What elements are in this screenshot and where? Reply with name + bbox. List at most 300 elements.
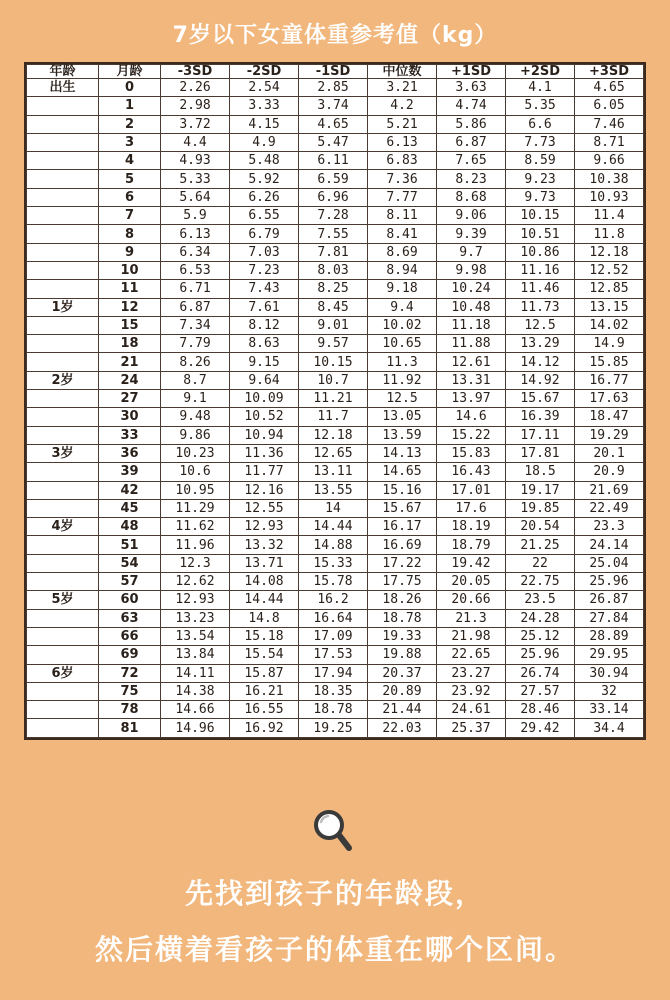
weight-value-cell: 7.55 xyxy=(299,225,368,243)
weight-value-cell: 5.35 xyxy=(506,97,575,115)
table-row xyxy=(27,170,644,188)
weight-value-cell: 9.01 xyxy=(299,316,368,334)
month-cell: 36 xyxy=(99,444,161,462)
weight-value-cell: 18.78 xyxy=(368,609,437,627)
weight-value-cell: 10.95 xyxy=(161,481,230,499)
weight-value-cell: 14.44 xyxy=(230,591,299,609)
weight-value-cell: 29.42 xyxy=(506,719,575,738)
table-row xyxy=(27,518,644,536)
weight-value-cell: 8.7 xyxy=(161,371,230,389)
weight-value-cell: 11.62 xyxy=(161,518,230,536)
table-row xyxy=(27,390,644,408)
age-cell xyxy=(27,573,99,591)
weight-value-cell: 16.69 xyxy=(368,536,437,554)
table-row xyxy=(27,609,644,627)
weight-value-cell: 7.43 xyxy=(230,280,299,298)
weight-value-cell: 14.12 xyxy=(506,353,575,371)
age-cell xyxy=(27,646,99,664)
weight-value-cell: 12.16 xyxy=(230,481,299,499)
weight-value-cell: 3.72 xyxy=(161,115,230,133)
table-row xyxy=(27,335,644,353)
weight-value-cell: 6.53 xyxy=(161,261,230,279)
header-plus3sd: +3SD xyxy=(575,65,644,79)
weight-value-cell: 10.38 xyxy=(575,170,644,188)
weight-value-cell: 11.77 xyxy=(230,463,299,481)
table-row xyxy=(27,79,644,97)
table-row xyxy=(27,573,644,591)
age-cell xyxy=(27,280,99,298)
header-plus1sd: +1SD xyxy=(437,65,506,79)
weight-value-cell: 8.03 xyxy=(299,261,368,279)
weight-value-cell: 3.74 xyxy=(299,97,368,115)
table-row xyxy=(27,408,644,426)
month-cell: 9 xyxy=(99,243,161,261)
age-cell xyxy=(27,499,99,517)
age-cell xyxy=(27,188,99,206)
weight-value-cell: 20.66 xyxy=(437,591,506,609)
weight-value-cell: 9.57 xyxy=(299,335,368,353)
weight-value-cell: 17.75 xyxy=(368,573,437,591)
weight-value-cell: 28.46 xyxy=(506,701,575,719)
weight-value-cell: 10.15 xyxy=(506,207,575,225)
weight-value-cell: 6.71 xyxy=(161,280,230,298)
weight-value-cell: 22.75 xyxy=(506,573,575,591)
month-cell: 45 xyxy=(99,499,161,517)
weight-value-cell: 11.7 xyxy=(299,408,368,426)
weight-value-cell: 15.54 xyxy=(230,646,299,664)
weight-value-cell: 12.85 xyxy=(575,280,644,298)
weight-value-cell: 25.96 xyxy=(575,573,644,591)
age-cell: 4岁 xyxy=(27,518,99,536)
weight-value-cell: 21.98 xyxy=(437,627,506,645)
weight-value-cell: 9.66 xyxy=(575,152,644,170)
weight-value-cell: 27.57 xyxy=(506,682,575,700)
weight-value-cell: 20.54 xyxy=(506,518,575,536)
month-cell: 21 xyxy=(99,353,161,371)
age-cell xyxy=(27,115,99,133)
weight-value-cell: 10.7 xyxy=(299,371,368,389)
weight-value-cell: 2.54 xyxy=(230,79,299,97)
weight-value-cell: 13.23 xyxy=(161,609,230,627)
weight-value-cell: 13.71 xyxy=(230,554,299,572)
table-row xyxy=(27,554,644,572)
weight-value-cell: 14.6 xyxy=(437,408,506,426)
weight-value-cell: 7.65 xyxy=(437,152,506,170)
weight-value-cell: 14.88 xyxy=(299,536,368,554)
instruction-line-2: 然后横着看孩子的体重在哪个区间。 xyxy=(94,933,575,966)
month-cell: 2 xyxy=(99,115,161,133)
weight-value-cell: 11.3 xyxy=(368,353,437,371)
month-cell: 24 xyxy=(99,371,161,389)
weight-value-cell: 8.71 xyxy=(575,133,644,151)
weight-value-cell: 14.92 xyxy=(506,371,575,389)
month-cell: 6 xyxy=(99,188,161,206)
weight-value-cell: 12.18 xyxy=(575,243,644,261)
weight-value-cell: 16.17 xyxy=(368,518,437,536)
table-row xyxy=(27,207,644,225)
weight-value-cell: 9.23 xyxy=(506,170,575,188)
month-cell: 10 xyxy=(99,261,161,279)
weight-value-cell: 16.21 xyxy=(230,682,299,700)
weight-value-cell: 20.89 xyxy=(368,682,437,700)
weight-value-cell: 11.92 xyxy=(368,371,437,389)
weight-value-cell: 9.39 xyxy=(437,225,506,243)
weight-value-cell: 10.09 xyxy=(230,390,299,408)
weight-value-cell: 16.55 xyxy=(230,701,299,719)
weight-value-cell: 12.62 xyxy=(161,573,230,591)
weight-value-cell: 11.46 xyxy=(506,280,575,298)
table-header-row xyxy=(27,65,644,79)
weight-value-cell: 8.41 xyxy=(368,225,437,243)
weight-value-cell: 11.36 xyxy=(230,444,299,462)
weight-value-cell: 13.11 xyxy=(299,463,368,481)
age-cell: 3岁 xyxy=(27,444,99,462)
weight-value-cell: 11.73 xyxy=(506,298,575,316)
weight-value-cell: 11.29 xyxy=(161,499,230,517)
age-cell xyxy=(27,335,99,353)
weight-value-cell: 17.81 xyxy=(506,444,575,462)
weight-value-cell: 13.84 xyxy=(161,646,230,664)
month-cell: 30 xyxy=(99,408,161,426)
weight-value-cell: 4.65 xyxy=(575,79,644,97)
table-row xyxy=(27,353,644,371)
table-row xyxy=(27,188,644,206)
month-cell: 0 xyxy=(99,79,161,97)
age-cell xyxy=(27,243,99,261)
instruction-line-1: 先找到孩子的年龄段， xyxy=(184,877,485,910)
weight-value-cell: 19.33 xyxy=(368,627,437,645)
table-row xyxy=(27,444,644,462)
age-cell xyxy=(27,719,99,738)
weight-value-cell: 6.87 xyxy=(161,298,230,316)
weight-reference-table-container xyxy=(24,62,646,740)
weight-value-cell: 12.61 xyxy=(437,353,506,371)
weight-value-cell: 9.98 xyxy=(437,261,506,279)
month-cell: 57 xyxy=(99,573,161,591)
age-cell xyxy=(27,316,99,334)
weight-value-cell: 15.87 xyxy=(230,664,299,682)
weight-value-cell: 13.97 xyxy=(437,390,506,408)
weight-value-cell: 5.33 xyxy=(161,170,230,188)
age-cell: 2岁 xyxy=(27,371,99,389)
month-cell: 11 xyxy=(99,280,161,298)
weight-value-cell: 11.16 xyxy=(506,261,575,279)
table-row xyxy=(27,225,644,243)
age-cell xyxy=(27,701,99,719)
weight-value-cell: 7.77 xyxy=(368,188,437,206)
weight-value-cell: 12.5 xyxy=(368,390,437,408)
table-row xyxy=(27,481,644,499)
weight-value-cell: 5.47 xyxy=(299,133,368,151)
weight-value-cell: 6.83 xyxy=(368,152,437,170)
weight-value-cell: 15.67 xyxy=(368,499,437,517)
weight-value-cell: 25.37 xyxy=(437,719,506,738)
weight-value-cell: 16.92 xyxy=(230,719,299,738)
month-cell: 75 xyxy=(99,682,161,700)
weight-value-cell: 5.21 xyxy=(368,115,437,133)
age-cell xyxy=(27,426,99,444)
weight-value-cell: 6.13 xyxy=(368,133,437,151)
table-row xyxy=(27,371,644,389)
month-cell: 78 xyxy=(99,701,161,719)
weight-value-cell: 9.1 xyxy=(161,390,230,408)
header-month: 月龄 xyxy=(99,65,161,79)
weight-value-cell: 21.69 xyxy=(575,481,644,499)
weight-value-cell: 18.35 xyxy=(299,682,368,700)
weight-value-cell: 14.44 xyxy=(299,518,368,536)
weight-value-cell: 14.08 xyxy=(230,573,299,591)
weight-value-cell: 16.77 xyxy=(575,371,644,389)
weight-value-cell: 7.03 xyxy=(230,243,299,261)
age-cell xyxy=(27,133,99,151)
weight-value-cell: 8.11 xyxy=(368,207,437,225)
weight-value-cell: 9.48 xyxy=(161,408,230,426)
weight-value-cell: 14.66 xyxy=(161,701,230,719)
weight-value-cell: 17.6 xyxy=(437,499,506,517)
weight-value-cell: 17.11 xyxy=(506,426,575,444)
weight-value-cell: 3.21 xyxy=(368,79,437,97)
age-cell xyxy=(27,261,99,279)
weight-value-cell: 23.27 xyxy=(437,664,506,682)
age-cell xyxy=(27,97,99,115)
weight-value-cell: 34.4 xyxy=(575,719,644,738)
weight-value-cell: 12.93 xyxy=(230,518,299,536)
weight-value-cell: 15.22 xyxy=(437,426,506,444)
weight-value-cell: 4.4 xyxy=(161,133,230,151)
weight-value-cell: 20.9 xyxy=(575,463,644,481)
weight-value-cell: 19.42 xyxy=(437,554,506,572)
weight-value-cell: 23.3 xyxy=(575,518,644,536)
weight-value-cell: 7.36 xyxy=(368,170,437,188)
weight-value-cell: 21.25 xyxy=(506,536,575,554)
weight-value-cell: 13.31 xyxy=(437,371,506,389)
weight-value-cell: 6.96 xyxy=(299,188,368,206)
weight-value-cell: 19.85 xyxy=(506,499,575,517)
weight-value-cell: 11.21 xyxy=(299,390,368,408)
weight-value-cell: 4.74 xyxy=(437,97,506,115)
weight-value-cell: 10.94 xyxy=(230,426,299,444)
age-cell xyxy=(27,170,99,188)
weight-value-cell: 14.9 xyxy=(575,335,644,353)
weight-value-cell: 9.06 xyxy=(437,207,506,225)
weight-value-cell: 25.04 xyxy=(575,554,644,572)
weight-value-cell: 18.79 xyxy=(437,536,506,554)
weight-value-cell: 4.9 xyxy=(230,133,299,151)
weight-value-cell: 26.74 xyxy=(506,664,575,682)
weight-value-cell: 12.93 xyxy=(161,591,230,609)
weight-value-cell: 12.18 xyxy=(299,426,368,444)
header-age: 年龄 xyxy=(27,65,99,79)
weight-value-cell: 26.87 xyxy=(575,591,644,609)
weight-value-cell: 8.63 xyxy=(230,335,299,353)
weight-value-cell: 5.86 xyxy=(437,115,506,133)
weight-value-cell: 2.98 xyxy=(161,97,230,115)
weight-value-cell: 9.15 xyxy=(230,353,299,371)
weight-value-cell: 17.22 xyxy=(368,554,437,572)
weight-value-cell: 32 xyxy=(575,682,644,700)
weight-value-cell: 13.15 xyxy=(575,298,644,316)
month-cell: 69 xyxy=(99,646,161,664)
weight-value-cell: 6.05 xyxy=(575,97,644,115)
month-cell: 39 xyxy=(99,463,161,481)
weight-value-cell: 4.65 xyxy=(299,115,368,133)
weight-value-cell: 20.1 xyxy=(575,444,644,462)
weight-value-cell: 12.5 xyxy=(506,316,575,334)
weight-value-cell: 10.48 xyxy=(437,298,506,316)
weight-value-cell: 13.32 xyxy=(230,536,299,554)
weight-value-cell: 29.95 xyxy=(575,646,644,664)
weight-value-cell: 22 xyxy=(506,554,575,572)
weight-value-cell: 17.63 xyxy=(575,390,644,408)
weight-value-cell: 2.85 xyxy=(299,79,368,97)
weight-value-cell: 10.6 xyxy=(161,463,230,481)
weight-value-cell: 14 xyxy=(299,499,368,517)
age-cell xyxy=(27,390,99,408)
weight-value-cell: 17.09 xyxy=(299,627,368,645)
weight-value-cell: 10.51 xyxy=(506,225,575,243)
weight-value-cell: 12.65 xyxy=(299,444,368,462)
table-row xyxy=(27,682,644,700)
weight-value-cell: 8.26 xyxy=(161,353,230,371)
weight-value-cell: 10.02 xyxy=(368,316,437,334)
weight-value-cell: 6.79 xyxy=(230,225,299,243)
weight-value-cell: 9.86 xyxy=(161,426,230,444)
weight-value-cell: 8.59 xyxy=(506,152,575,170)
weight-value-cell: 15.67 xyxy=(506,390,575,408)
weight-value-cell: 8.25 xyxy=(299,280,368,298)
weight-value-cell: 33.14 xyxy=(575,701,644,719)
weight-value-cell: 14.65 xyxy=(368,463,437,481)
weight-value-cell: 15.33 xyxy=(299,554,368,572)
weight-value-cell: 9.18 xyxy=(368,280,437,298)
weight-value-cell: 6.11 xyxy=(299,152,368,170)
month-cell: 66 xyxy=(99,627,161,645)
weight-value-cell: 17.01 xyxy=(437,481,506,499)
weight-value-cell: 22.03 xyxy=(368,719,437,738)
weight-value-cell: 22.49 xyxy=(575,499,644,517)
weight-value-cell: 4.1 xyxy=(506,79,575,97)
month-cell: 4 xyxy=(99,152,161,170)
table-row xyxy=(27,719,644,738)
weight-value-cell: 30.94 xyxy=(575,664,644,682)
magnifier-icon xyxy=(312,808,354,854)
weight-value-cell: 24.14 xyxy=(575,536,644,554)
weight-value-cell: 5.92 xyxy=(230,170,299,188)
month-cell: 15 xyxy=(99,316,161,334)
weight-value-cell: 7.79 xyxy=(161,335,230,353)
month-cell: 1 xyxy=(99,97,161,115)
month-cell: 8 xyxy=(99,225,161,243)
weight-value-cell: 10.65 xyxy=(368,335,437,353)
weight-value-cell: 23.92 xyxy=(437,682,506,700)
weight-value-cell: 2.26 xyxy=(161,79,230,97)
weight-value-cell: 27.84 xyxy=(575,609,644,627)
weight-value-cell: 21.44 xyxy=(368,701,437,719)
month-cell: 27 xyxy=(99,390,161,408)
weight-value-cell: 7.61 xyxy=(230,298,299,316)
weight-value-cell: 15.83 xyxy=(437,444,506,462)
age-cell: 1岁 xyxy=(27,298,99,316)
weight-value-cell: 10.15 xyxy=(299,353,368,371)
month-cell: 33 xyxy=(99,426,161,444)
weight-value-cell: 18.78 xyxy=(299,701,368,719)
weight-value-cell: 24.61 xyxy=(437,701,506,719)
month-cell: 7 xyxy=(99,207,161,225)
weight-value-cell: 6.55 xyxy=(230,207,299,225)
table-row xyxy=(27,701,644,719)
weight-value-cell: 16.2 xyxy=(299,591,368,609)
weight-value-cell: 10.93 xyxy=(575,188,644,206)
weight-value-cell: 15.16 xyxy=(368,481,437,499)
table-row xyxy=(27,115,644,133)
weight-value-cell: 14.13 xyxy=(368,444,437,462)
weight-value-cell: 15.85 xyxy=(575,353,644,371)
weight-value-cell: 14.11 xyxy=(161,664,230,682)
weight-value-cell: 11.8 xyxy=(575,225,644,243)
table-row xyxy=(27,133,644,151)
age-cell xyxy=(27,152,99,170)
weight-value-cell: 18.26 xyxy=(368,591,437,609)
weight-value-cell: 23.5 xyxy=(506,591,575,609)
weight-value-cell: 20.05 xyxy=(437,573,506,591)
weight-value-cell: 6.26 xyxy=(230,188,299,206)
weight-value-cell: 11.96 xyxy=(161,536,230,554)
weight-value-cell: 22.65 xyxy=(437,646,506,664)
month-cell: 18 xyxy=(99,335,161,353)
header-minus3sd: -3SD xyxy=(161,65,230,79)
age-cell xyxy=(27,353,99,371)
table-row xyxy=(27,463,644,481)
weight-value-cell: 16.39 xyxy=(506,408,575,426)
weight-value-cell: 19.25 xyxy=(299,719,368,738)
weight-value-cell: 16.64 xyxy=(299,609,368,627)
age-cell xyxy=(27,463,99,481)
age-cell xyxy=(27,207,99,225)
month-cell: 5 xyxy=(99,170,161,188)
header-plus2sd: +2SD xyxy=(506,65,575,79)
weight-value-cell: 10.24 xyxy=(437,280,506,298)
weight-value-cell: 12.52 xyxy=(575,261,644,279)
weight-value-cell: 15.78 xyxy=(299,573,368,591)
weight-value-cell: 13.55 xyxy=(299,481,368,499)
weight-value-cell: 6.59 xyxy=(299,170,368,188)
weight-value-cell: 19.29 xyxy=(575,426,644,444)
weight-value-cell: 6.87 xyxy=(437,133,506,151)
weight-value-cell: 11.4 xyxy=(575,207,644,225)
weight-value-cell: 7.28 xyxy=(299,207,368,225)
weight-value-cell: 15.18 xyxy=(230,627,299,645)
month-cell: 12 xyxy=(99,298,161,316)
weight-value-cell: 17.94 xyxy=(299,664,368,682)
weight-value-cell: 20.37 xyxy=(368,664,437,682)
table-row xyxy=(27,646,644,664)
table-row xyxy=(27,152,644,170)
age-cell xyxy=(27,682,99,700)
weight-value-cell: 9.73 xyxy=(506,188,575,206)
weight-value-cell: 19.88 xyxy=(368,646,437,664)
weight-value-cell: 11.88 xyxy=(437,335,506,353)
weight-value-cell: 25.12 xyxy=(506,627,575,645)
weight-value-cell: 21.3 xyxy=(437,609,506,627)
weight-value-cell: 8.94 xyxy=(368,261,437,279)
age-cell xyxy=(27,408,99,426)
month-cell: 72 xyxy=(99,664,161,682)
table-row xyxy=(27,243,644,261)
weight-value-cell: 10.23 xyxy=(161,444,230,462)
page-title: 7岁以下女童体重参考值（kg） xyxy=(172,23,498,48)
weight-value-cell: 13.29 xyxy=(506,335,575,353)
weight-value-cell: 9.4 xyxy=(368,298,437,316)
